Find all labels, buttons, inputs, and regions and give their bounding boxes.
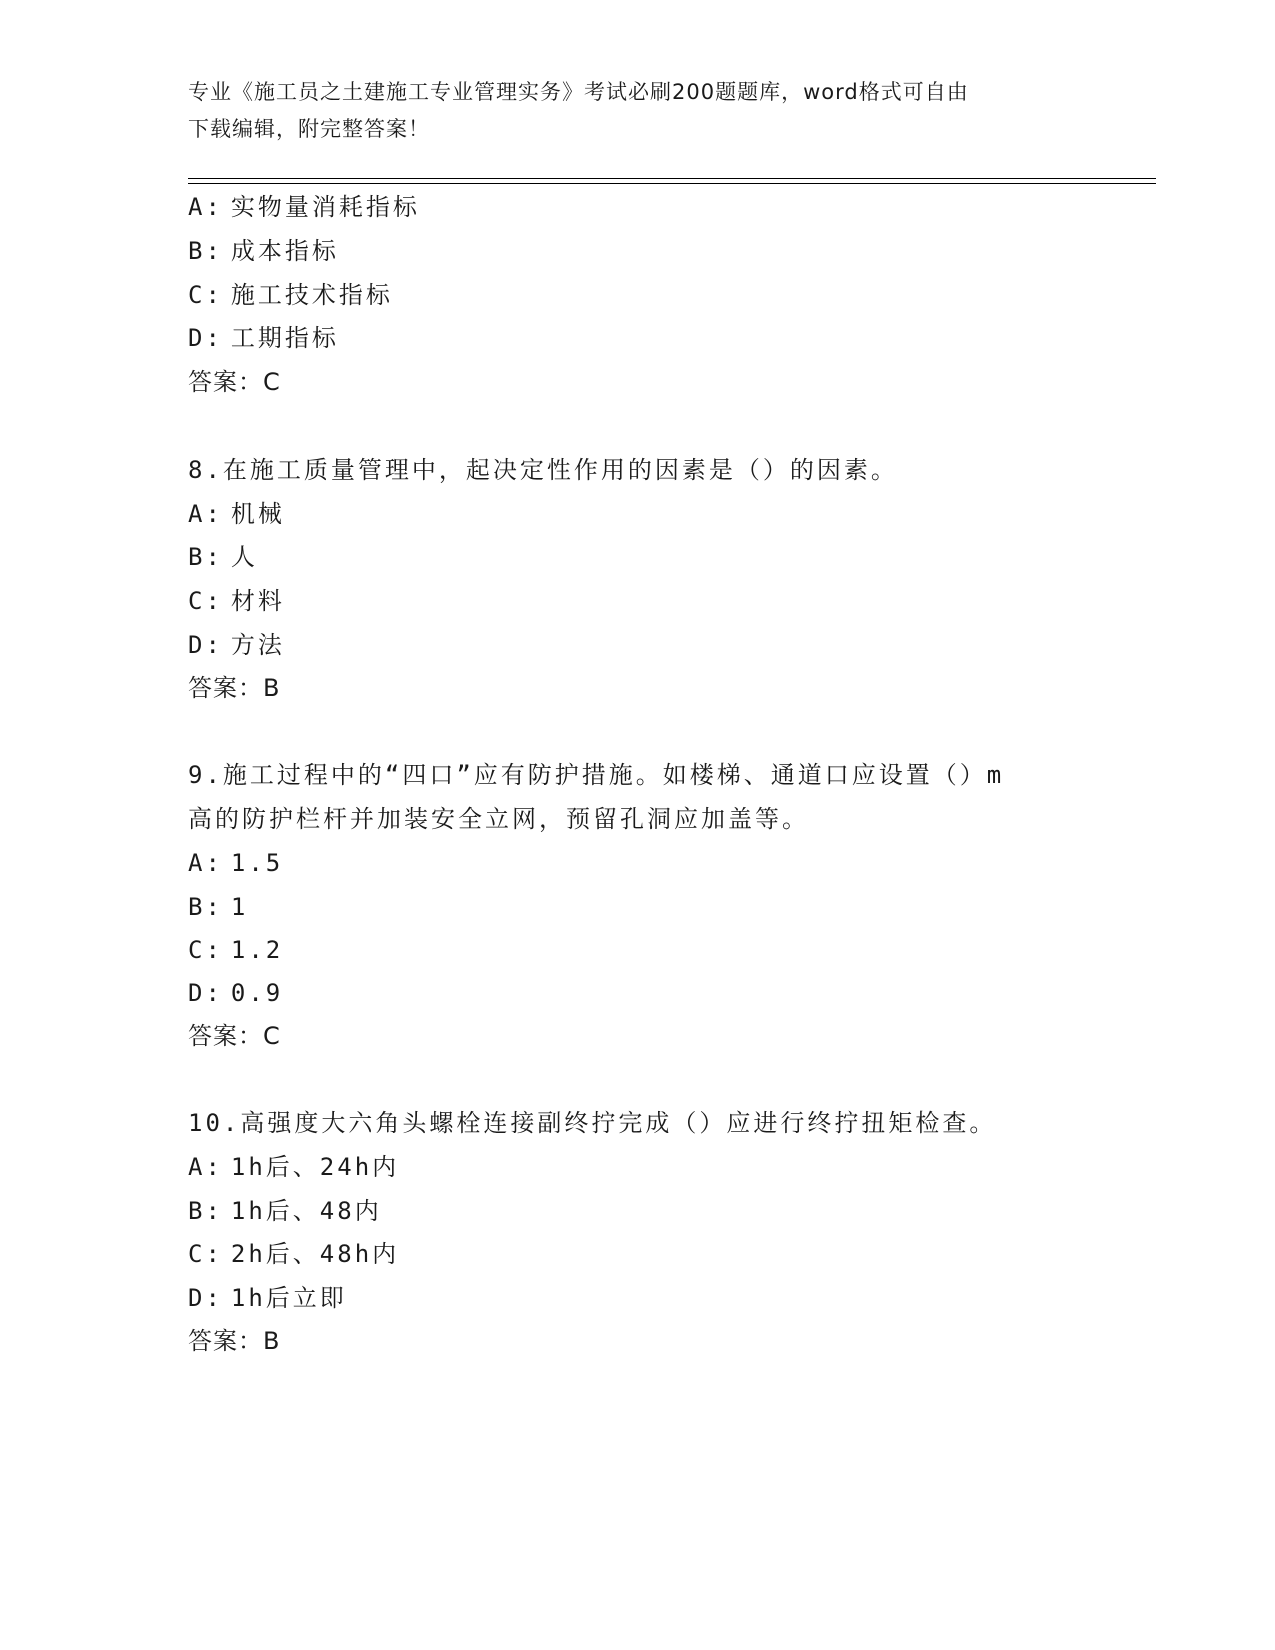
option-letter: A: [188, 500, 223, 528]
option-text: 工期指标 [230, 324, 339, 352]
option-letter: B: [188, 1197, 223, 1225]
option-letter: C: [188, 587, 223, 615]
option-letter: B: [188, 237, 223, 265]
q8-answer: 答案：B [188, 674, 281, 702]
q9-option-b [188, 892, 248, 922]
option-letter: C: [188, 936, 223, 964]
option-letter: A: [188, 1153, 223, 1181]
option-text: 机械 [230, 500, 285, 528]
q10-option-a [188, 1152, 399, 1182]
q9-stem-line-2: 高的防护栏杆并加装安全立网，预留孔洞应加盖等。 [188, 805, 809, 833]
q8-stem: 8.在施工质量管理中，起决定性作用的因素是（）的因素。 [188, 456, 898, 484]
q10-option-b [188, 1196, 382, 1226]
q9-option-d [188, 978, 283, 1008]
option-letter: B: [188, 543, 223, 571]
option-letter: C: [188, 281, 223, 309]
option-text: 方法 [230, 631, 285, 659]
q10-option-d [188, 1283, 347, 1313]
option-letter: D: [188, 324, 223, 352]
option-text: 1.2 [230, 936, 284, 964]
q7-option-b [188, 236, 339, 266]
option-text: 1h后、24h内 [230, 1153, 400, 1181]
q7-answer: 答案：C [188, 368, 281, 396]
q9-answer: 答案：C [188, 1022, 281, 1050]
q10-answer: 答案：B [188, 1327, 281, 1355]
option-letter: B: [188, 893, 223, 921]
option-text: 施工技术指标 [230, 281, 393, 309]
q7-option-a [188, 192, 420, 222]
option-text: 材料 [230, 587, 285, 615]
option-letter: D: [188, 631, 223, 659]
option-text: 1 [230, 893, 249, 921]
option-text: 1h后立即 [230, 1284, 347, 1312]
option-letter: C: [188, 1240, 223, 1268]
option-text: 2h后、48h内 [230, 1240, 400, 1268]
q8-option-a [188, 499, 285, 529]
q8-option-d [188, 630, 285, 660]
option-text: 成本指标 [230, 237, 339, 265]
option-text: 人 [230, 543, 258, 571]
option-text: 1.5 [230, 849, 284, 877]
header-line-2: 下载编辑，附完整答案！ [188, 117, 430, 141]
option-letter: D: [188, 1284, 223, 1312]
header-line-1: 专业《施工员之土建施工专业管理实务》考试必刷200题题库，word格式可自由 [188, 80, 969, 104]
option-text: 实物量消耗指标 [230, 193, 420, 221]
option-letter: D: [188, 979, 223, 1007]
option-text: 0.9 [230, 979, 284, 1007]
header-divider-top [188, 178, 1156, 179]
q9-stem-line-1: 9.施工过程中的“四口”应有防护措施。如楼梯、通道口应设置（）m [188, 761, 1005, 789]
header-divider-bottom [188, 183, 1156, 184]
document-header [188, 74, 1068, 148]
option-letter: A: [188, 193, 223, 221]
q8-option-b [188, 542, 258, 572]
q10-stem: 10.高强度大六角头螺栓连接副终拧完成（）应进行终拧扭矩检查。 [188, 1109, 997, 1137]
q8-option-c [188, 586, 285, 616]
q9-option-c [188, 935, 283, 965]
option-letter: A: [188, 849, 223, 877]
q10-option-c [188, 1239, 399, 1269]
option-text: 1h后、48内 [230, 1197, 382, 1225]
q7-option-c [188, 280, 393, 310]
q9-option-a [188, 848, 283, 878]
q7-option-d [188, 323, 339, 353]
